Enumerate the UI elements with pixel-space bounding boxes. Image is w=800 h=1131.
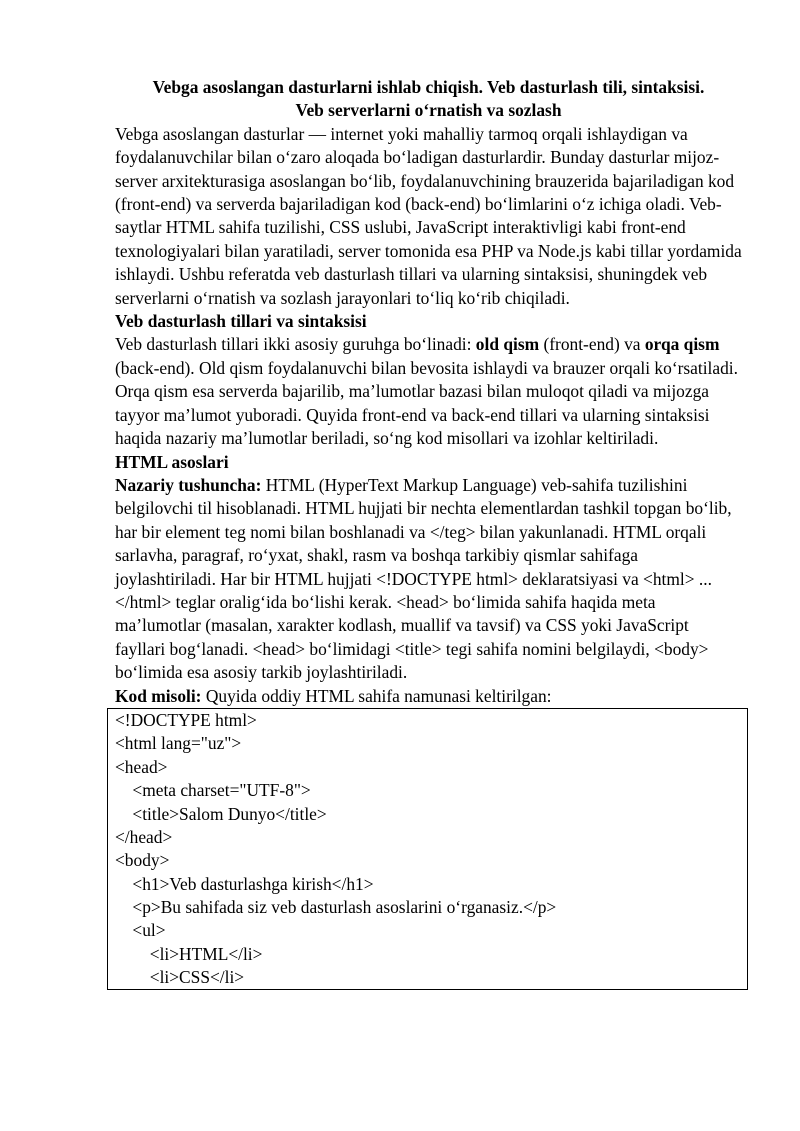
languages-text-c: (back-end). Old qism foydalanuvchi bilan bevosita ishlaydi va brauzer orqali ko‘rsatiladi. Orqa qism esa serverda bajarilib, ma’lumotlar bazasi bilan muloqot qiladi va mijozga tayyor ma’lumot yuboradi. Quyida front-end va back-end tillari va ularning sintaksisi haqida nazariy ma’lumotlar beriladi, so‘ng kod misollari va izohlar keltiriladi.	[115, 357, 738, 449]
theory-text: HTML (HyperText Markup Language) veb-sahifa tuzilishini belgilovchi til hisoblanadi. HTML hujjati bir nechta elementlardan tashkil topgan bo‘lib, har bir element teg nomi bilan boshlanadi va </teg> bilan yakunlanadi. HTML orqali sarlavha, paragraf, ro‘yxat, shakl, rasm va boshqa tarkibiy qismlar sahifaga joylashtiriladi. Har bir HTML hujjati <!DOCTYPE html> deklaratsiyasi va <html> ... </html> teglar oralig‘ida bo‘lishi kerak. <head> bo‘limida sahifa haqida meta ma’lumotlar (masalan, xarakter kodlash, muallif va tavsif) va CSS yoki JavaScript fayllari bog‘lanadi. <head> bo‘limidagi <title> tegi sahifa nomini belgilaydi, <body> bo‘limida esa asosiy tarkib joylashtiriladi.	[115, 474, 732, 683]
code-line: <body>	[115, 850, 170, 871]
languages-text-b: (front-end) va	[539, 334, 645, 355]
document-title	[115, 76, 742, 123]
html-theory-paragraph	[115, 474, 742, 685]
code-example-intro	[115, 685, 742, 708]
code-line: <p>Bu sahifada siz veb dasturlash asoslarini o‘rganasiz.</p>	[115, 897, 557, 918]
theory-label: Nazariy tushuncha:	[115, 474, 262, 495]
code-line: <html lang="uz">	[115, 733, 242, 754]
code-line: <meta charset="UTF-8">	[115, 780, 311, 801]
code-line: <h1>Veb dasturlashga kirish</h1>	[115, 873, 374, 894]
code-line: </head>	[115, 826, 173, 847]
document-page	[115, 76, 742, 990]
back-end-term: orqa qism	[644, 334, 720, 355]
code-line: <head>	[115, 756, 168, 777]
languages-text-a: Veb dasturlash tillari ikki asosiy guruhga bo‘linadi:	[115, 334, 476, 355]
title-line-1: Vebga asoslangan dasturlarni ishlab chiqish. Veb dasturlash tili, sintaksisi.	[152, 77, 705, 97]
code-line: <!DOCTYPE html>	[115, 709, 257, 730]
languages-paragraph	[115, 333, 742, 450]
section-heading-html: HTML asoslari	[115, 451, 229, 472]
example-text: Quyida oddiy HTML sahifa namunasi keltirilgan:	[201, 685, 552, 706]
front-end-term: old qism	[475, 334, 540, 355]
code-line: <title>Salom Dunyo</title>	[115, 803, 327, 824]
code-example-box	[107, 708, 748, 990]
code-line: <li>HTML</li>	[115, 943, 263, 964]
intro-paragraph: Vebga asoslangan dasturlar — internet yoki mahalliy tarmoq orqali ishlaydigan va foydalanuvchilar bilan o‘zaro aloqada bo‘ladigan dasturlardir. Bunday dasturlar mijoz-server arxitekturasiga asoslangan bo‘lib, foydalanuvchining brauzerida bajariladigan kod (front-end) va serverda bajariladigan kod (back-end) bo‘limlarini o‘z ichiga oladi. Veb-saytlar HTML sahifa tuzilishi, CSS uslubi, JavaScript interaktivligi kabi front-end texnologiyalari bilan yaratiladi, server tomonida esa PHP va Node.js kabi tillar yordamida ishlaydi. Ushbu referatda veb dasturlash tillari va ularning sintaksisi, shuningdek veb serverlarni o‘rnatish va sozlash jarayonlari to‘liq ko‘rib chiqiladi.	[115, 123, 742, 308]
code-line: <ul>	[115, 920, 166, 941]
section-heading-languages: Veb dasturlash tillari va sintaksisi	[115, 311, 367, 332]
example-label: Kod misoli:	[115, 685, 202, 706]
title-line-2: Veb serverlarni o‘rnatish va sozlash	[295, 100, 562, 121]
code-line: <li>CSS</li>	[115, 967, 245, 988]
